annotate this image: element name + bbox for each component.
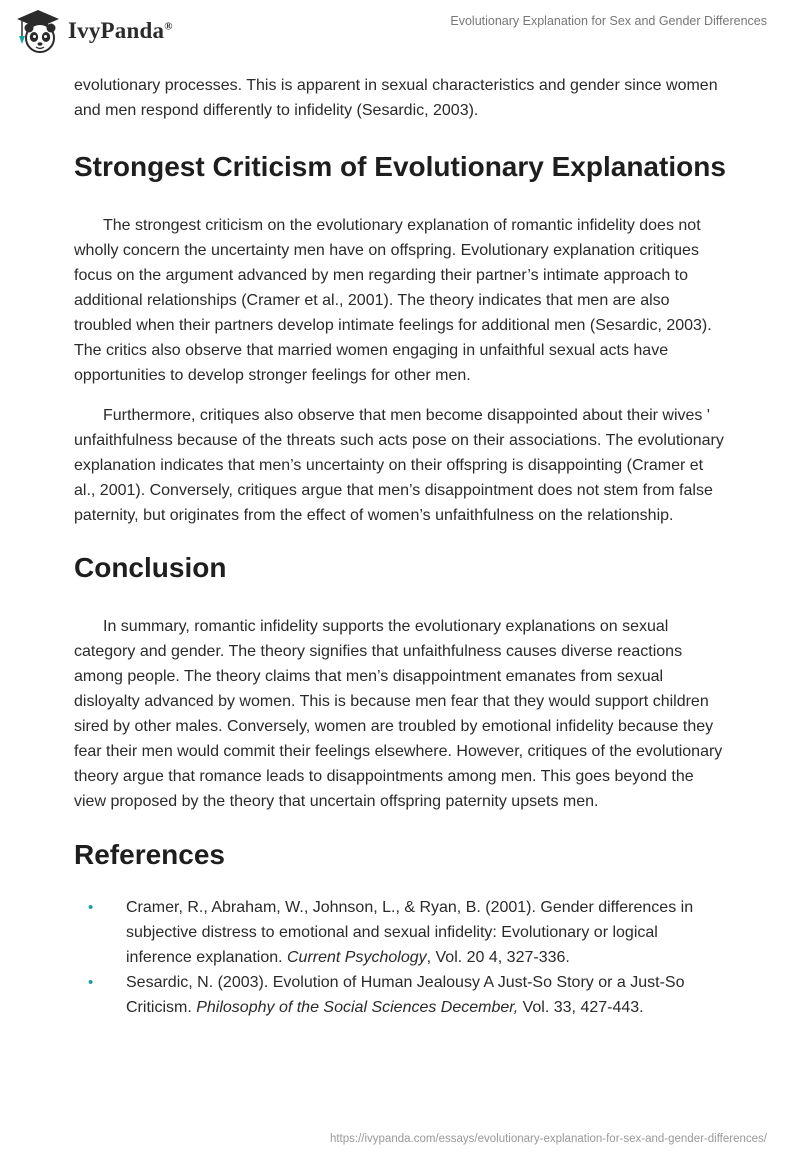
criticism-paragraph-2: Furthermore, critiques also observe that men become disappointed about their wives ' unfaithfulness because of the threats such acts pose on their associations. The evolutionary explanation indicates that men’s uncertainty on their offspring is disappointing (Cramer et al., 2001). Conversely, critiques argue that men’s disappointment does not stem from false paternity, but originates from the effect of women’s unfaithfulness on the relationship. [74, 407, 724, 524]
section-heading-references: References [74, 839, 225, 870]
reference-details: , Vol. 20 4, 327-336. [426, 949, 570, 966]
reference-journal: Current Psychology [287, 949, 427, 966]
references-list [74, 895, 728, 1020]
bullet-icon: • [88, 974, 94, 991]
criticism-paragraph-1: The strongest criticism on the evolutionary explanation of romantic infidelity does not wholly concern the uncertainty men have on offspring. Evolutionary explanation critiques focus on the argument advanced by men regarding their partner’s intimate approach to additional relationships (Cramer et al., 2001). The theory indicates that men are also troubled when their partners develop intimate feelings for additional men (Sesardic, 2003). The critics also observe that married women engaging in unfaithful sexual acts have opportunities to develop stronger feelings for other men. [74, 217, 712, 384]
source-url-link[interactable]: https://ivypanda.com/essays/evolutionary-explanation-for-sex-and-gender-differences/ [329, 1133, 767, 1145]
document-title: Evolutionary Explanation for Sex and Gender Differences [450, 14, 767, 28]
article-body [74, 73, 728, 1020]
reference-journal: Philosophy of the Social Sciences December, [196, 999, 519, 1016]
section-heading-criticism: Strongest Criticism of Evolutionary Explanations [74, 151, 726, 182]
section-heading-conclusion: Conclusion [74, 552, 227, 583]
conclusion-paragraph: In summary, romantic infidelity supports the evolutionary explanations on sexual category and gender. The theory signifies that unfaithfulness causes diverse reactions among people. The theory claims that men’s disappointment emanates from sexual disloyalty advanced by women. This is because men fear that they would support children sired by other males. Conversely, women are troubled by emotional infidelity because they fear their men would commit their feelings elsewhere. However, critiques of the evolutionary theory argue that romance leads to disappointments among men. This goes beyond the view proposed by the theory that uncertain offspring paternity upsets men. [74, 618, 723, 810]
continuation-paragraph: evolutionary processes. This is apparent in sexual characteristics and gender since women and men respond differently to infidelity (Sesardic, 2003). [74, 77, 718, 119]
reference-text: Sesardic, N. (2003). Evolution of Human Jealousy A Just-So Story or a Just-So Criticism. [126, 974, 685, 1016]
reference-text: Cramer, R., Abraham, W., Johnson, L., & Ryan, B. (2001). Gender differences in subjective distress to emotional and sexual infidelity: Evolutionary or logical inference explanation. [126, 899, 694, 966]
brand-logo[interactable] [14, 8, 173, 54]
reference-item [74, 970, 728, 1020]
bullet-icon: • [88, 899, 94, 916]
page-header [0, 0, 800, 64]
brand-name: IvyPanda® [68, 18, 173, 43]
reference-details: Vol. 33, 427-443. [518, 999, 644, 1016]
panda-graduate-logo-icon [14, 8, 62, 54]
reference-item [74, 895, 728, 970]
